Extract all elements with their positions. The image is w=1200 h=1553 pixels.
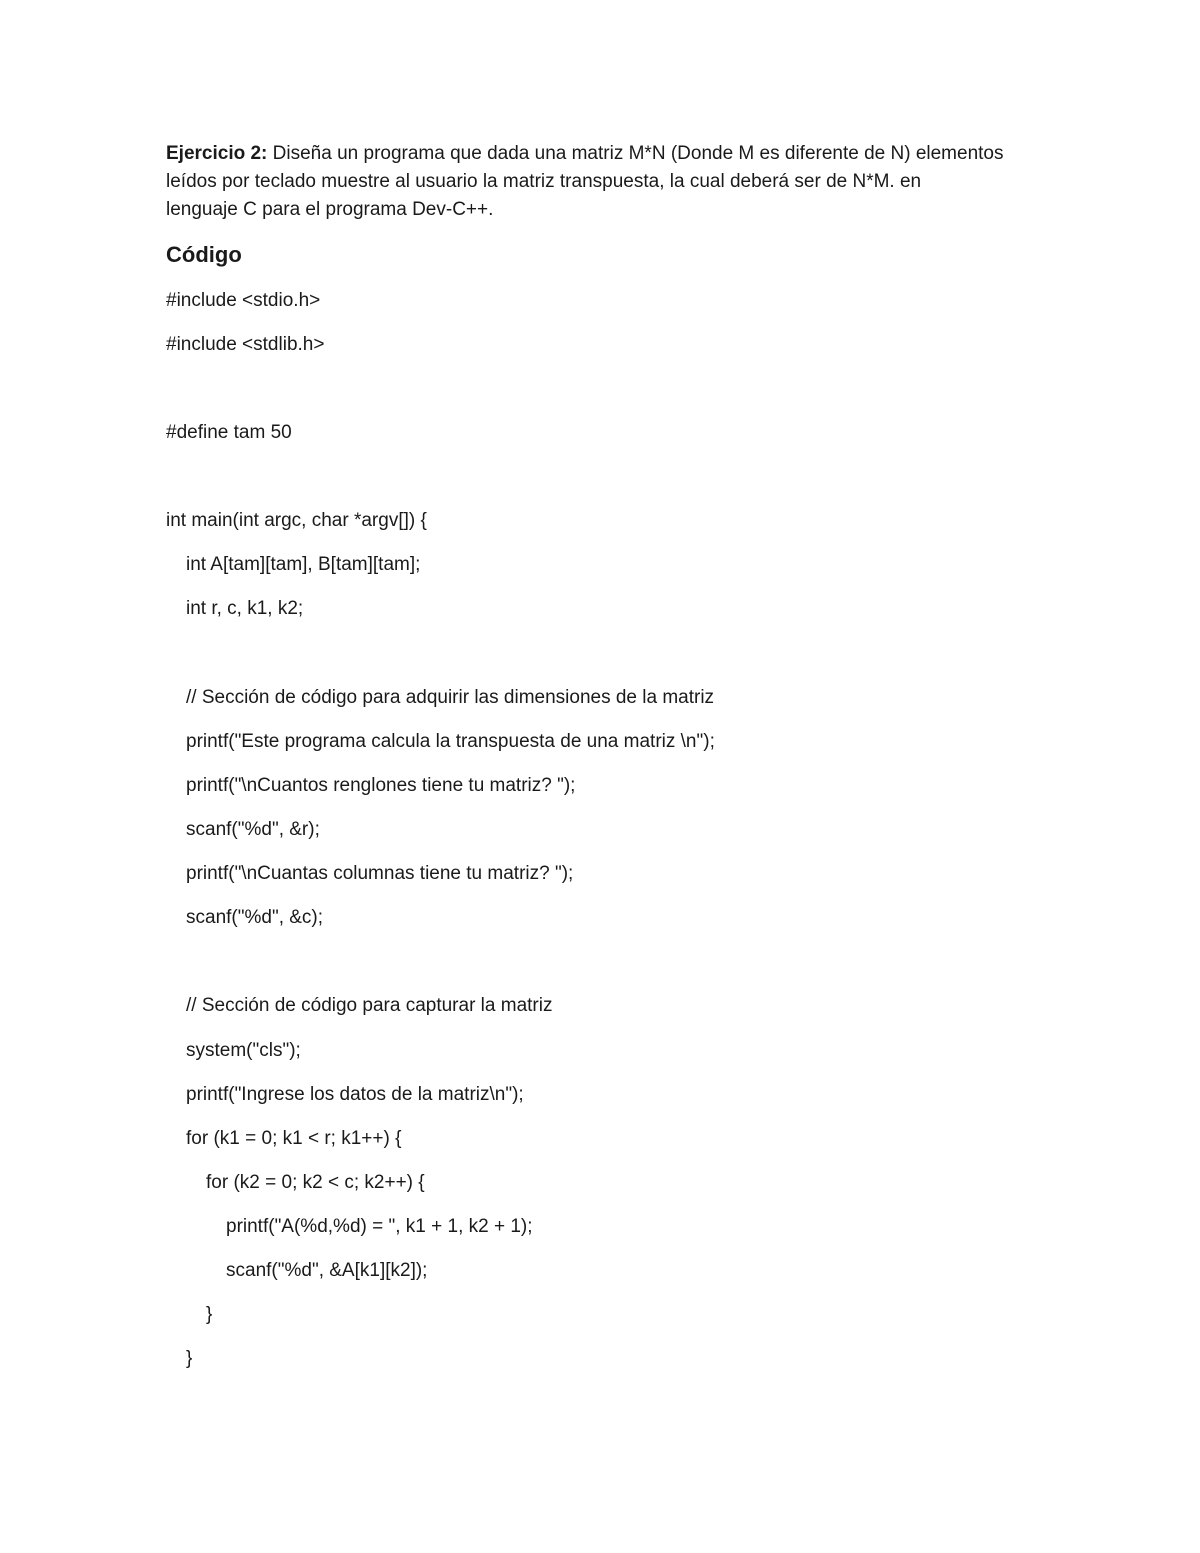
code-line: } — [206, 1304, 213, 1325]
code-line: int r, c, k1, k2; — [186, 598, 304, 619]
exercise-label: Ejercicio 2: — [166, 143, 268, 164]
code-heading: Código — [166, 242, 242, 267]
code-line: scanf("%d", &r); — [186, 819, 320, 840]
code-line: scanf("%d", &A[k1][k2]); — [226, 1260, 428, 1281]
code-line: #include <stdlib.h> — [166, 334, 325, 355]
code-line: int main(int argc, char *argv[]) { — [166, 510, 427, 531]
code-comment: // Sección de código para capturar la matriz — [186, 995, 553, 1016]
code-line: printf("Este programa calcula la transpuesta de una matriz \n"); — [186, 731, 715, 752]
exercise-text-line3: lenguaje C para el programa Dev-C++. — [166, 199, 494, 220]
exercise-text-line2: leídos por teclado muestre al usuario la matriz transpuesta, la cual deberá ser de N*M. en — [166, 171, 922, 192]
exercise-text-line1: Diseña un programa que dada una matriz M*N (Donde M es diferente de N) elementos — [267, 143, 1004, 164]
code-line: printf("\nCuantos renglones tiene tu matriz? "); — [186, 775, 576, 796]
code-line: printf("Ingrese los datos de la matriz\n"); — [186, 1084, 524, 1105]
code-line: for (k2 = 0; k2 < c; k2++) { — [206, 1172, 425, 1193]
code-line: printf("\nCuantas columnas tiene tu matriz? "); — [186, 863, 574, 884]
code-line: int A[tam][tam], B[tam][tam]; — [186, 554, 421, 575]
code-line: scanf("%d", &c); — [186, 907, 324, 928]
code-comment: // Sección de código para adquirir las dimensiones de la matriz — [186, 687, 715, 708]
code-line: for (k1 = 0; k1 < r; k1++) { — [186, 1128, 402, 1149]
code-line: system("cls"); — [186, 1040, 301, 1061]
code-line: #include <stdio.h> — [166, 290, 321, 311]
exercise-statement — [166, 140, 1046, 224]
code-line: } — [186, 1348, 193, 1369]
code-line: #define tam 50 — [166, 422, 292, 443]
code-line: printf("A(%d,%d) = ", k1 + 1, k2 + 1); — [226, 1216, 533, 1237]
